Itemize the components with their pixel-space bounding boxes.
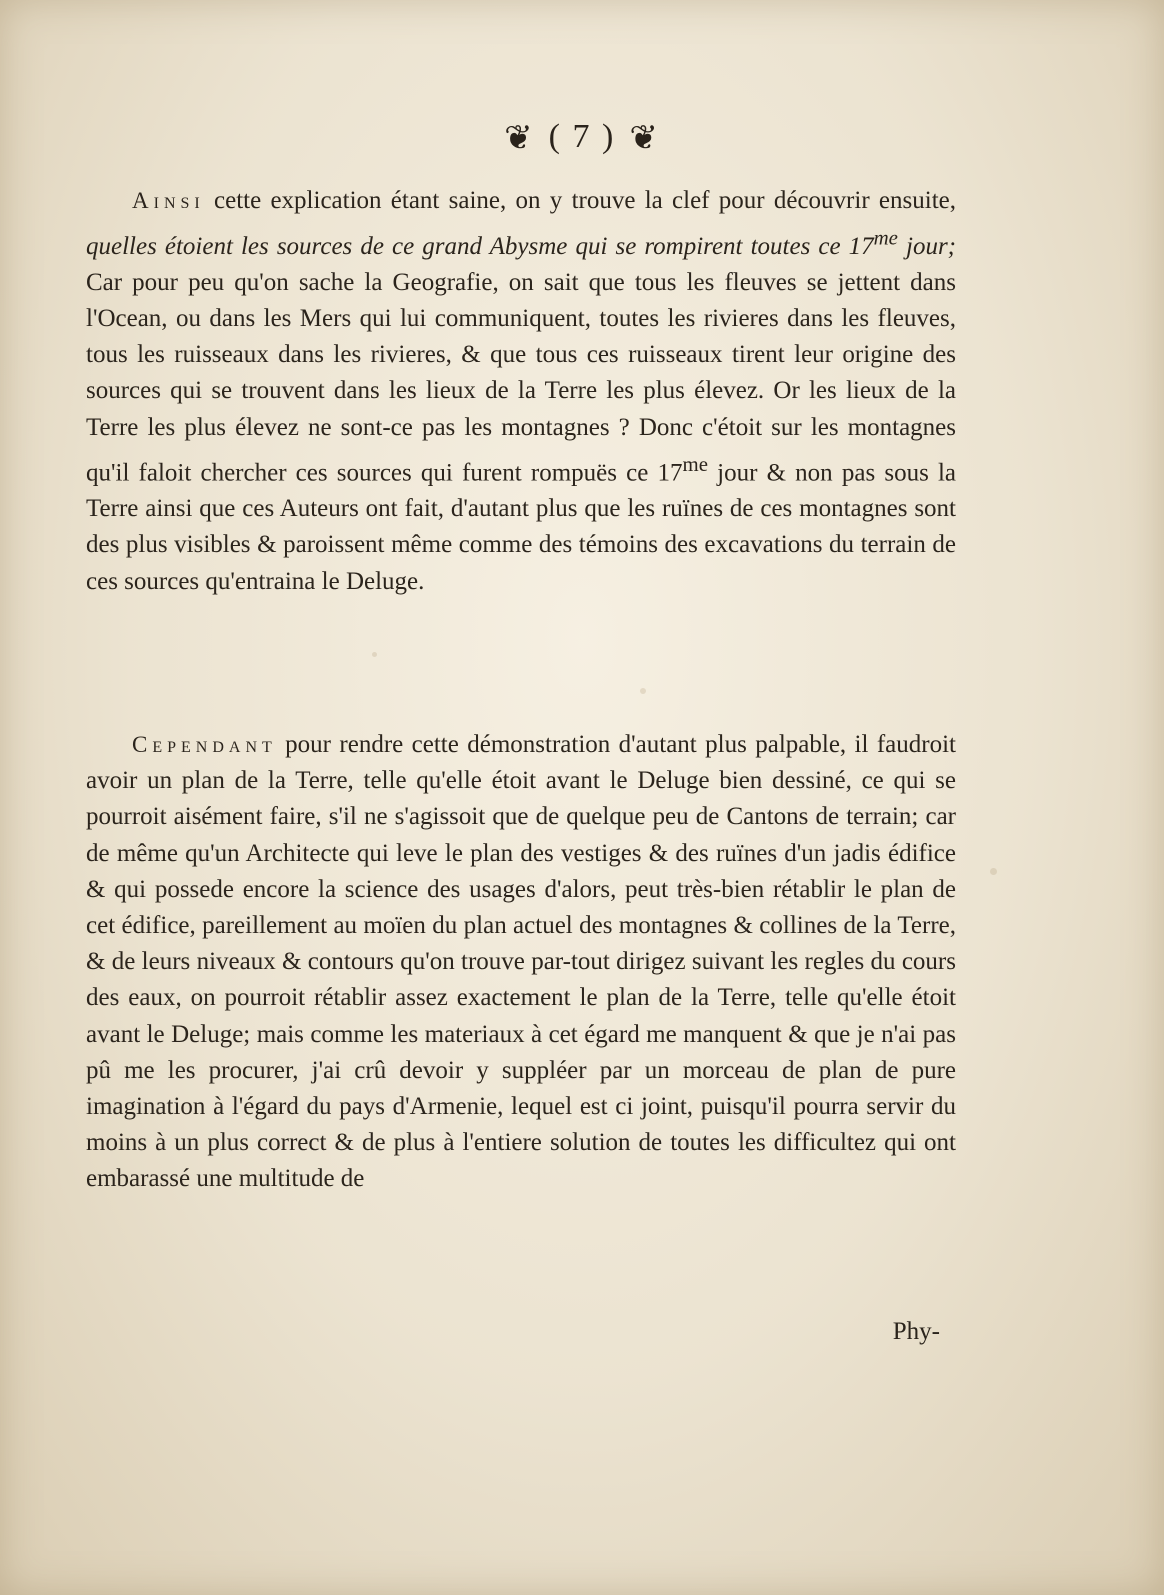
paragraph-1-text-a: cette explication étant saine, on y trouve la clef pour découvrir ensuite, [204, 187, 956, 214]
page-number: ( 7 ) [548, 118, 616, 155]
paragraph-2 [86, 727, 956, 1198]
foxing-spot [990, 868, 997, 875]
paragraph-1-text-c: jour & non pas sous la Terre ainsi que ces Auteurs ont fait, d'autant plus que les ruïnes de ces montagnes sont des plus visibles & paroissent même comme des témoins des excavations du terrain de ces sources qu'entraina le Deluge. [86, 459, 957, 595]
foxing-spot [640, 688, 646, 694]
paragraph-1-italic-text: quelles étoient les sources de ce grand Abysme qui se rompirent toutes ce 17 [86, 232, 874, 260]
foxing-spot [372, 652, 377, 657]
page-header [0, 118, 1164, 158]
paragraph-1-text-b-sup: me [682, 451, 708, 476]
paragraph-1-text-b: Car pour peu qu'on sache la Geografie, on sait que tous les fleuves se jettent dans l'Ocean, ou dans les Mers qui lui communiquent, toutes les rivieres dans les fleuves, tous les ruisseaux dans les rivieres, & que tous ces ruisseaux tirent leur origine des sources qui se trouvent dans les lieux de la Terre les plus élevez. Or les lieux de la Terre les plus élevez ne sont-ce pas les montagnes ? Donc c'étoit sur les montagnes qu'il faloit chercher ces sources qui furent rompuës ce 17 [86, 268, 956, 487]
paragraph-2-lead: Cependant [132, 732, 277, 757]
paragraph-1-italic [86, 225, 957, 260]
paragraph-1-lead: Ainsi [132, 188, 205, 213]
catchword: Phy- [892, 1318, 940, 1345]
paragraph-2-text: pour rendre cette démonstration d'autant plus palpable, il faudroit avoir un plan de la Terre, telle qu'elle étoit avant le Deluge bien dessiné, ce qui se pourroit aisément faire, s'il ne s'agissoit que de quelque peu de Cantons de terrain; car de même qu'un Architecte qui leve le plan des vestiges & des ruïnes d'un jadis édifice & qui possede encore la science des usages d'alors, peut très-bien rétablir le plan de cet édifice, pareillement au moïen du plan actuel des montagnes & collines de la Terre, & de leurs niveaux & contours qu'on trouve par-tout dirigez suivant les regles du cours des eaux, on pourroit rétablir assez exactement le plan de la Terre, telle qu'elle étoit avant le Deluge; mais comme les materiaux à cet égard me manquent & que je n'ai pas pû me les procurer, j'ai crû devoir y suppléer par un morceau de plan de pure imagination à l'égard du pays d'Armenie, lequel est ci joint, puisqu'il pourra servir du moins à un plus correct & de plus à l'entiere solution de toutes les difficultez qui ont embarassé une multitude de [86, 731, 956, 1193]
fleuron-right-icon: ❦ [629, 120, 660, 157]
paragraph-1 [86, 183, 956, 600]
paragraph-1-italic-end: jour; [897, 232, 957, 260]
paragraph-1-italic-sup: me [873, 225, 898, 250]
fleuron-left-icon: ❦ [504, 120, 535, 157]
